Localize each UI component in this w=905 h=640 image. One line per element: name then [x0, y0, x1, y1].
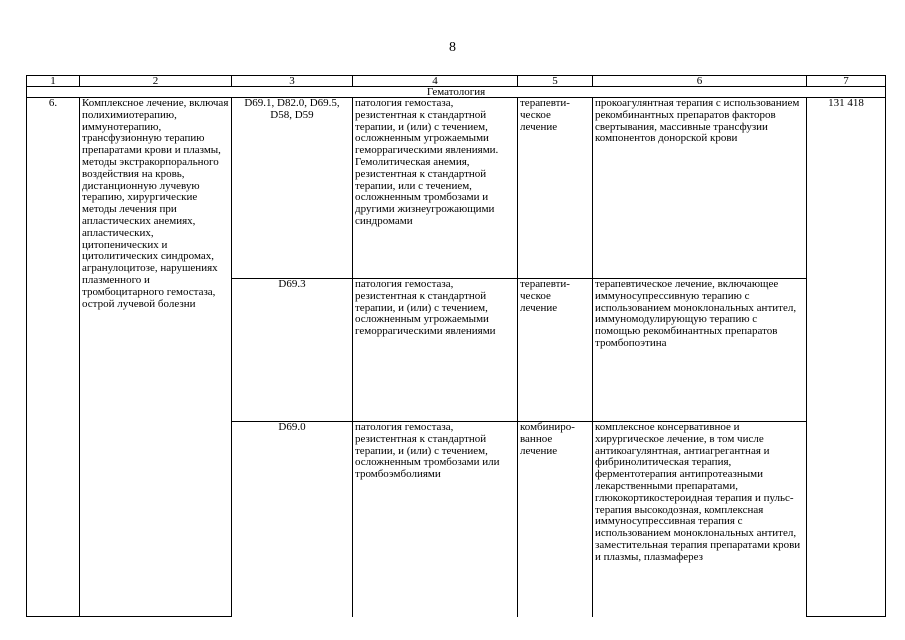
- treatment-type: комбиниро-ванное лечение: [518, 422, 593, 617]
- column-number-3: 3: [232, 76, 353, 87]
- section-title: Гематология: [27, 87, 886, 98]
- column-number-4: 4: [353, 76, 518, 87]
- row-number: 6.: [27, 98, 80, 617]
- care-group-name: Комплексное лечение, включая полихимиотерапию, иммунотерапию, трансфузионную терапию препаратами крови и плазмы, методы экстракорпорального воздействия на кровь, дистанционную лучевую терапию, хирургические методы лечения при апластических анемиях, апластических, цитопенических и цитолитических синдромах, агранулоцитозе, нарушениях плазменного и тромбоцитарного гемостаза, острой лучевой болезни: [80, 98, 232, 617]
- diagnosis-codes: D69.1, D82.0, D69.5, D58, D59: [232, 98, 353, 279]
- patient-model: патология гемостаза, резистентная к стандартной терапии, и (или) с течением, осложненным угрожаемыми геморрагическими явлениями: [353, 279, 518, 422]
- diagnosis-codes: D69.3: [232, 279, 353, 422]
- table-row: [27, 98, 886, 279]
- column-number-7: 7: [807, 76, 886, 87]
- funding-norm: 131 418: [807, 98, 886, 617]
- treatment-method: прокоагулянтная терапия с использованием рекомбинантных препаратов факторов свертывания, массивные трансфузии компонентов донорской крови: [593, 98, 807, 279]
- patient-model: патология гемостаза, резистентная к стандартной терапии, и (или) с течением, осложненным тромбозами или тромбоэмболиями: [353, 422, 518, 617]
- treatment-method: терапевтическое лечение, включающее иммуносупрессивную терапию с использованием моноклональных антител, иммуномодулирующую терапию с помощью рекомбинантных препаратов тромбопоэтина: [593, 279, 807, 422]
- treatment-method: комплексное консервативное и хирургическое лечение, в том числе антикоагулянтная, антиагрегантная и фибринолитическая терапия, ферментотерапия антипротеазными лекарственными препаратами, глюкокортикостероидная терапия и пульс-терапия высокодозная, комплексная иммуносупрессивная терапия с использованием моноклональных антител, заместительная терапия препаратами крови и плазмы, плазмаферез: [593, 422, 807, 617]
- diagnosis-codes: D69.0: [232, 422, 353, 617]
- column-number-6: 6: [593, 76, 807, 87]
- patient-model: патология гемостаза, резистентная к стандартной терапии, и (или) с течением, осложненным угрожаемыми геморрагическими явлениями. Гемолитическая анемия, резистентная к стандартной терапии, или с течением, осложненным тромбозами и другими жизнеугрожающими синдромами: [353, 98, 518, 279]
- medical-care-table: [26, 75, 886, 617]
- page-number: 8: [449, 40, 456, 55]
- column-number-5: 5: [518, 76, 593, 87]
- treatment-type: терапевти-ческое лечение: [518, 98, 593, 279]
- treatment-type: терапевти-ческое лечение: [518, 279, 593, 422]
- section-header-row: [27, 87, 886, 98]
- column-number-row: [27, 76, 886, 87]
- column-number-1: 1: [27, 76, 80, 87]
- column-number-2: 2: [80, 76, 232, 87]
